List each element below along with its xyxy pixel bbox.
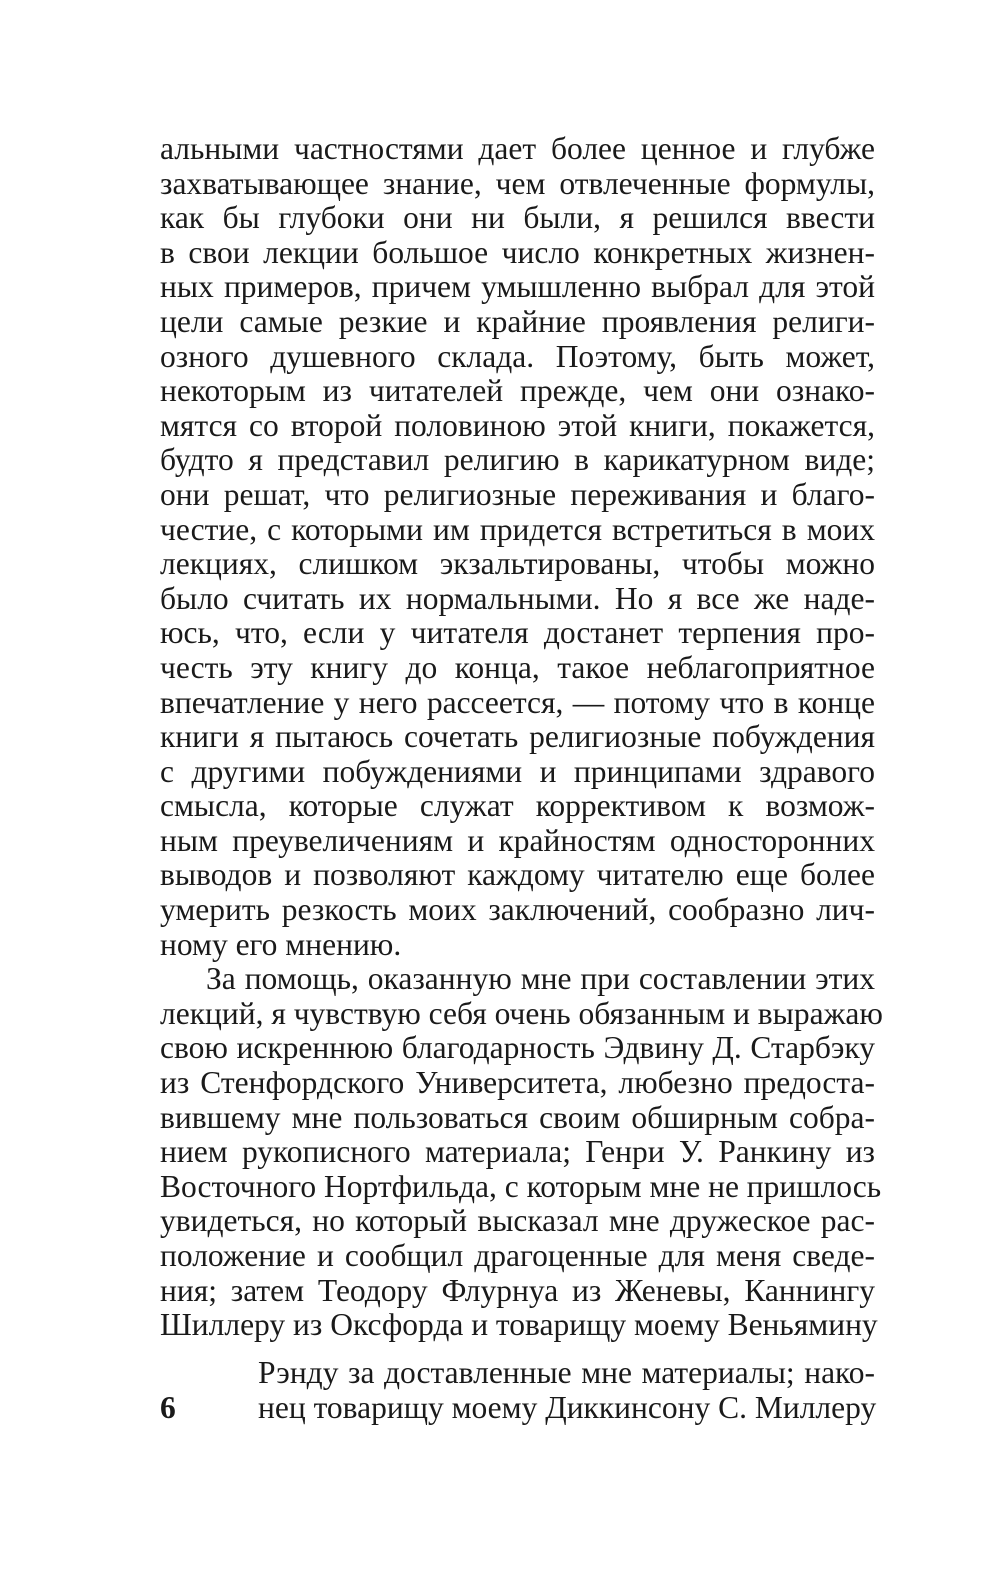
text-line: Рэнду за доставленные мне материалы; нако- [258,1355,875,1390]
text-line: Шиллеру из Оксфорда и товарищу моему Веньямину [160,1307,878,1343]
text-line: выводов и позволяют каждому читателю еще более [160,857,875,893]
text-line: ным преувеличениям и крайностям односторонних [160,822,875,858]
text-line: они решат, что религиозные переживания и благо- [160,476,875,512]
text-line: в свои лекции большое число конкретных жизнен- [160,234,875,270]
text-line: книги я пытаюсь сочетать религиозные побуждения [160,719,875,755]
text-line: ния; затем Теодору Флурнуа из Женевы, Каннингу [160,1272,875,1308]
text-line: умерить резкость моих заключений, сообразно лич- [160,892,875,928]
text-line: За помощь, оказанную мне при составлении этих [206,961,875,997]
text-line: мятся со второй половиною этой книги, покажется, [160,407,875,443]
paragraph-2 [160,961,883,1343]
text-line: честие, с которыми им придется встретиться в моих [160,511,875,547]
text-line: альными частностями дает более ценное и глубже [160,131,875,166]
paragraph-2-tail [258,1356,875,1425]
text-line: положение и сообщил драгоценные для меня сведе- [160,1238,875,1273]
text-line: было считать их нормальными. Но я все же наде- [160,580,875,616]
text-line: Восточного Нортфильда, с которым мне не пришлось [160,1168,882,1204]
text-line: некоторым из читателей прежде, чем они ознако- [160,373,875,409]
text-line: лекций, я чувствую себя очень обязанным и выражаю [160,995,883,1031]
page-number: 6 [160,1390,176,1425]
text-line: с другими побуждениями и принципами здравого [160,753,875,789]
text-line: смысла, которые служат коррективом к возмож- [160,788,875,824]
text-line: увидеться, но который высказал мне дружеское рас- [160,1203,875,1239]
text-line: цели самые резкие и крайние проявления религи- [160,303,875,339]
text-line: ному его мнению. [160,926,402,962]
text-line: вившему мне пользоваться своим обширным собра- [160,1099,875,1135]
text-line: юсь, что, если у читателя достанет терпения про- [160,615,875,651]
text-line: озного душевного склада. Поэтому, быть может, [160,338,875,374]
text-line: свою искреннюю благодарность Эдвину Д. Старбэку [160,1030,875,1066]
text-line: как бы глубоки они ни были, я решился ввести [160,200,875,236]
text-line: ных примеров, причем умышленно выбрал для этой [160,269,875,305]
text-line: захватывающее знание, чем отвлеченные формулы, [160,165,875,201]
text-line: впечатление у него рассеется, — потому что в конце [160,684,875,720]
text-line: из Стенфордского Университета, любезно предоста- [160,1065,875,1101]
text-line: нец товарищу моему Диккинсону С. Миллеру [258,1389,877,1425]
text-line: нием рукописного материала; Генри У. Ранкину из [160,1134,875,1170]
text-line: честь эту книгу до конца, такое неблагоприятное [160,649,875,685]
paragraph-1 [160,132,875,962]
text-line: будто я представил религию в карикатурном виде; [160,442,875,478]
text-line: лекциях, слишком экзальтированы, чтобы можно [160,546,875,582]
main-text [160,131,883,1343]
